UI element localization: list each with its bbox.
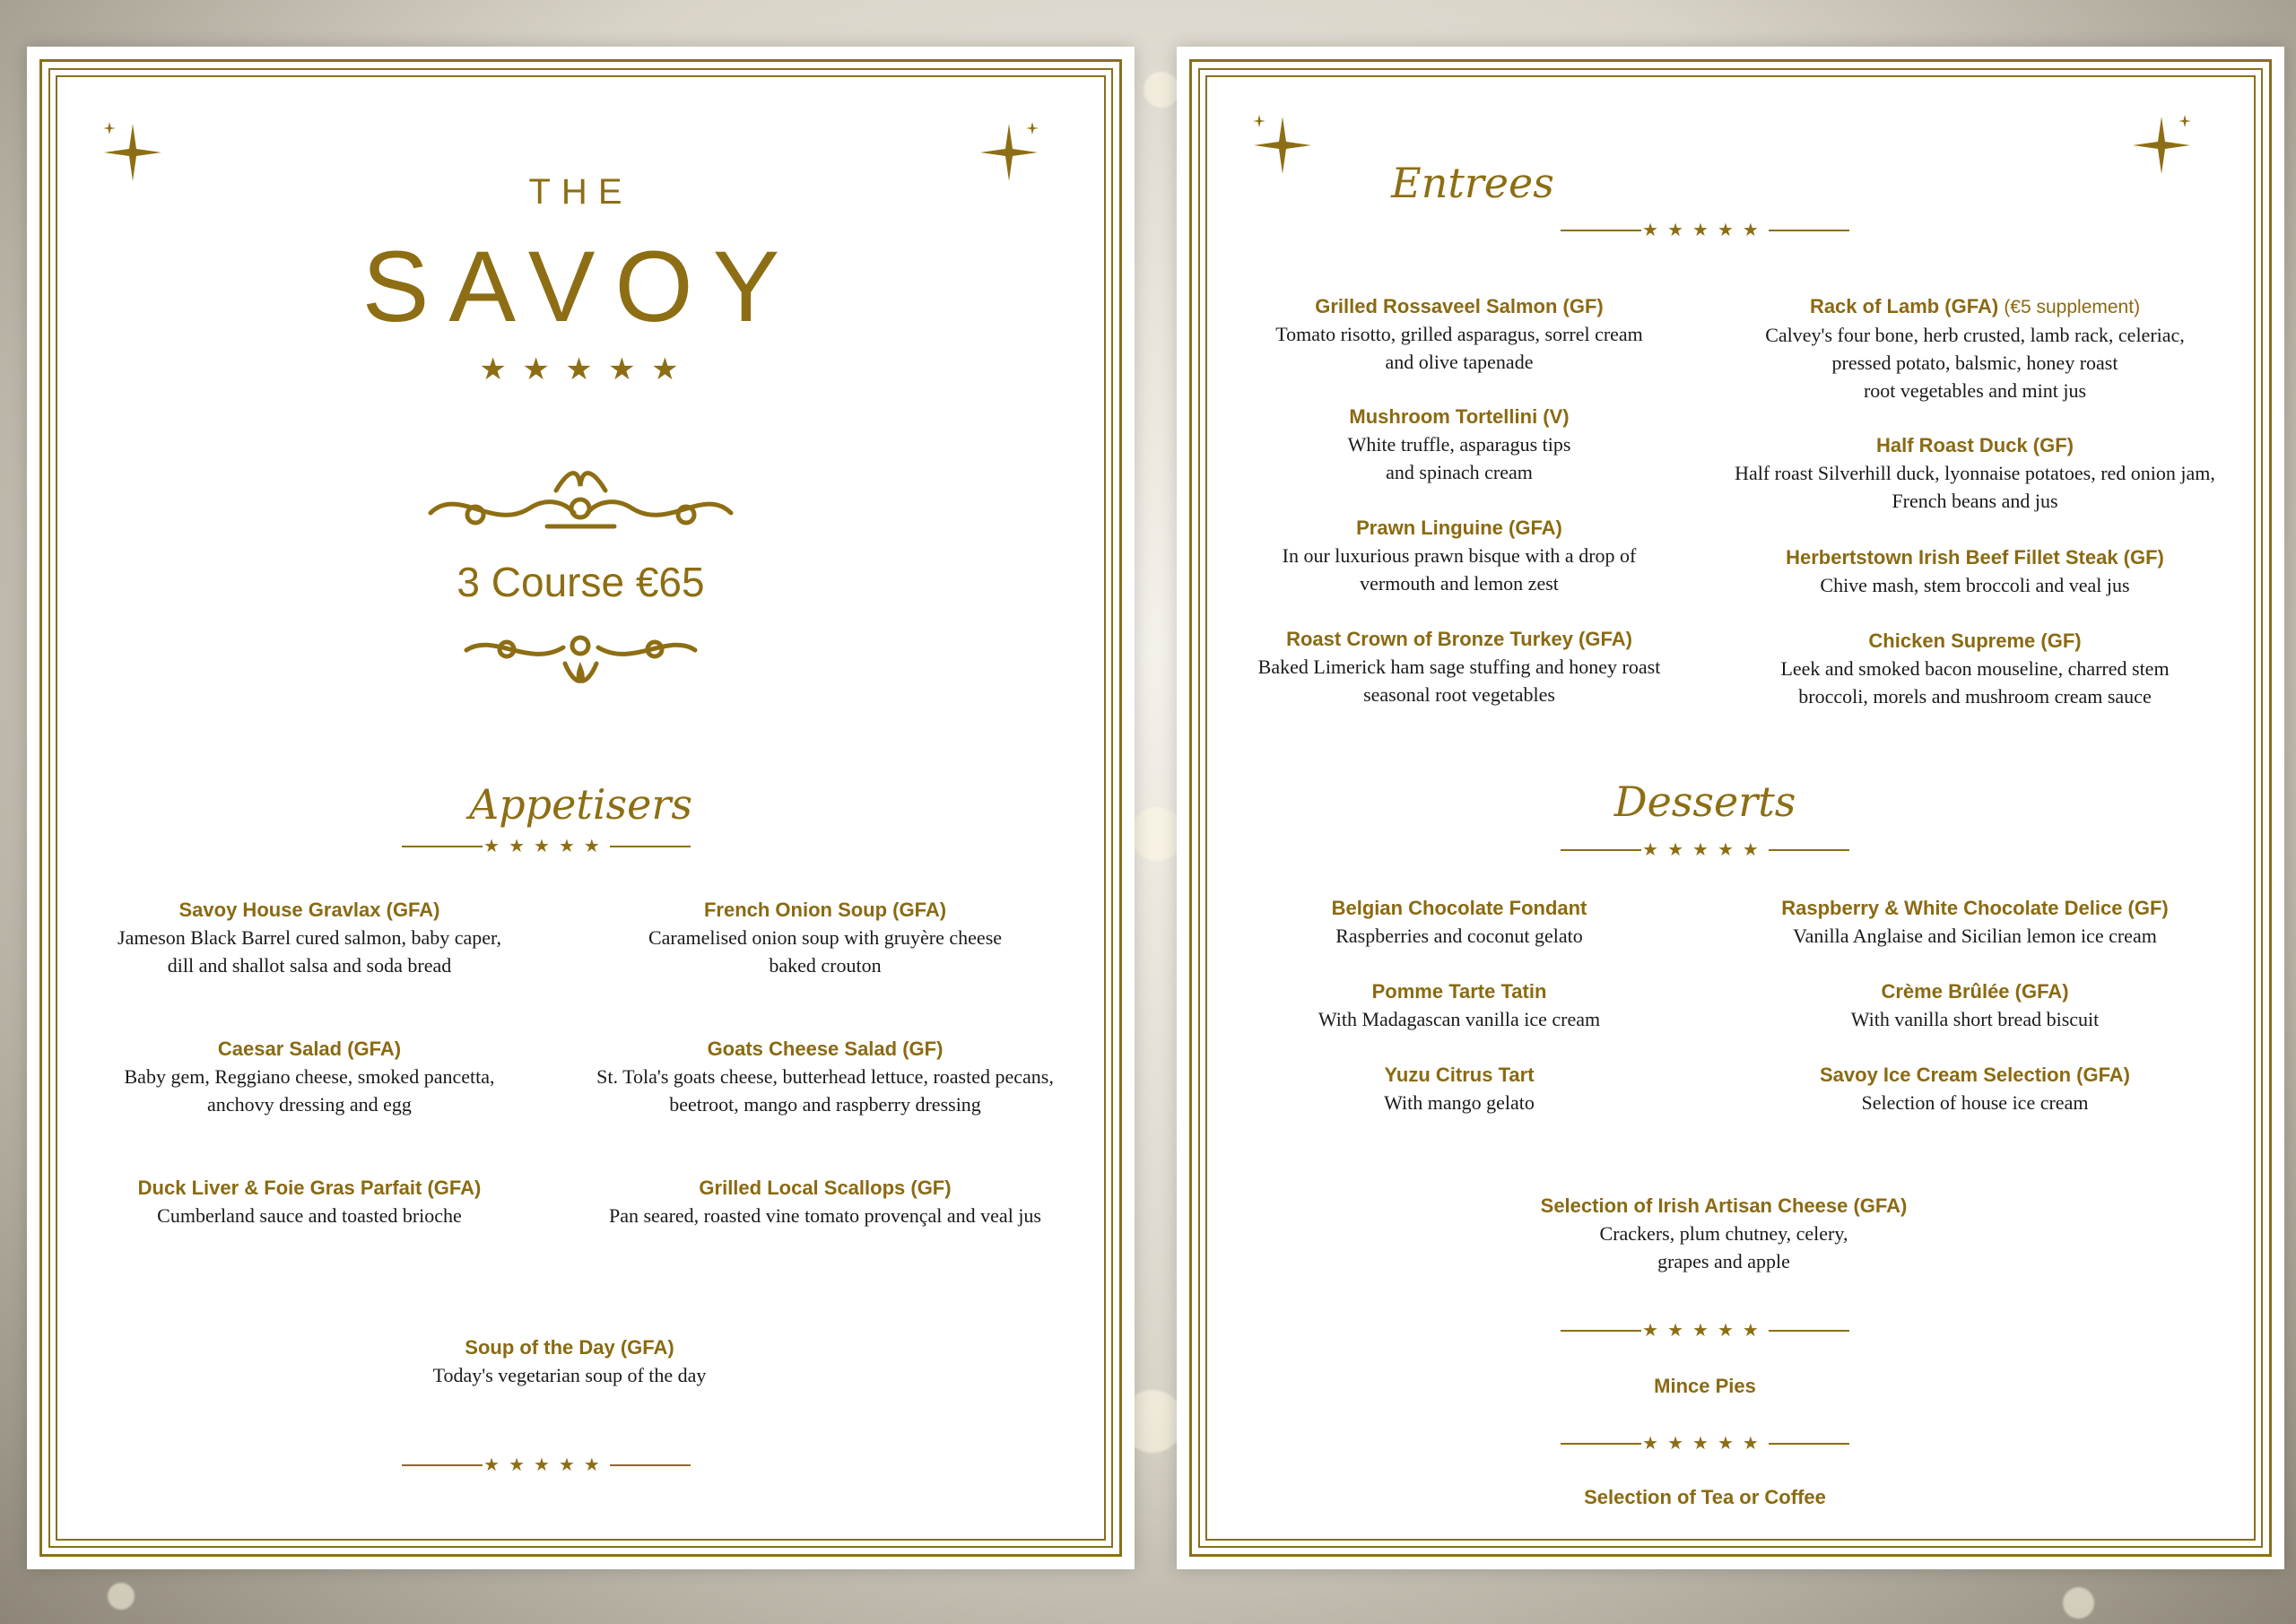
menu-item [1715, 895, 2235, 950]
menu-item [1213, 895, 1706, 950]
menu-item-name: Raspberry & White Chocolate Delice (GF) [1781, 897, 2169, 919]
menu-item-description: Baked Limerick ham sage stuffing and honey roast [1257, 656, 1661, 678]
star-divider [1561, 1433, 1849, 1455]
menu-item-name: Selection of Irish Artisan Cheese (GFA) [1540, 1194, 1908, 1217]
menu-item [1715, 293, 2235, 404]
menu-item-description: With vanilla short bread biscuit [1850, 1008, 2100, 1030]
section-heading-desserts: Desserts [1613, 777, 1796, 826]
menu-item-description: dill and shallot salsa and soda bread [167, 954, 452, 977]
menu-item-description: anchovy dressing and egg [207, 1093, 412, 1116]
menu-item-description: pressed potato, balsmic, honey roast [1831, 352, 2118, 374]
menu-item-name: Selection of Tea or Coffee [1584, 1486, 1826, 1508]
menu-item [565, 1036, 1085, 1118]
menu-item-description: root vegetables and mint jus [1863, 379, 2087, 402]
flourish-ornament-bottom [457, 628, 704, 690]
menu-item-description: Calvey's four bone, herb crusted, lamb rack, celeriac, [1765, 324, 2185, 346]
menu-item-description: With mango gelato [1384, 1091, 1535, 1114]
menu-item-description: With Madagascan vanilla ice cream [1318, 1008, 1601, 1030]
menu-item [1446, 1484, 1964, 1511]
menu-item [81, 1175, 538, 1229]
menu-item-name: Savoy Ice Cream Selection (GFA) [1819, 1064, 2131, 1086]
menu-item-description: St. Tola's goats cheese, butterhead lettuce, roasted pecans, [596, 1065, 1054, 1088]
menu-item-description: vermouth and lemon zest [1360, 572, 1559, 595]
star-divider [402, 836, 691, 857]
star-divider [402, 1455, 691, 1476]
menu-item-description: Raspberries and coconut gelato [1335, 925, 1583, 947]
menu-item-description: Baby gem, Reggiano cheese, smoked pancetta, [124, 1065, 495, 1088]
menu-item [1213, 978, 1706, 1033]
menu-item-name: Caesar Salad (GFA) [217, 1038, 402, 1060]
menu-item-description: Selection of house ice cream [1861, 1091, 2089, 1114]
menu-item [565, 1175, 1085, 1229]
divider-stars: ★★★★★ [483, 1455, 609, 1475]
menu-item [1213, 293, 1706, 376]
bokeh-light [108, 1583, 135, 1610]
menu-item [1213, 404, 1706, 486]
menu-item-name: Belgian Chocolate Fondant [1331, 897, 1587, 919]
bokeh-light [1144, 72, 1179, 108]
menu-item [1213, 515, 1706, 597]
menu-item-name: Crème Brûlée (GFA) [1881, 980, 2069, 1003]
divider-stars: ★★★★★ [483, 837, 609, 856]
menu-item-description: and spinach cream [1386, 461, 1533, 483]
menu-item-description: White truffle, asparagus tips [1347, 433, 1571, 456]
menu-item-description: beetroot, mango and raspberry dressing [669, 1093, 981, 1116]
menu-item-description: Cumberland sauce and toasted brioche [157, 1204, 462, 1227]
menu-item [1715, 432, 2235, 515]
menu-item-name: Half Roast Duck (GF) [1875, 434, 2074, 456]
menu-item [1715, 544, 2235, 599]
divider-stars: ★★★★★ [1642, 840, 1768, 860]
divider-stars: ★★★★★ [1642, 1434, 1768, 1454]
flourish-ornament-top [422, 459, 740, 540]
star-divider [1561, 839, 1849, 861]
section-heading-entrees: Entrees [1391, 159, 1554, 207]
bokeh-light [1130, 807, 1184, 861]
menu-item [1195, 626, 1724, 708]
menu-item-name: Prawn Linguine (GFA) [1356, 517, 1562, 539]
menu-item [323, 1334, 816, 1389]
menu-item-description: Vanilla Anglaise and Sicilian lemon ice cream [1793, 925, 2157, 947]
menu-item [1446, 1193, 2002, 1275]
menu-item [1715, 978, 2235, 1033]
menu-item [565, 897, 1085, 979]
menu-item-description: Jameson Black Barrel cured salmon, baby caper, [117, 926, 501, 949]
menu-item-description: Crackers, plum chutney, celery, [1599, 1222, 1848, 1245]
bokeh-light [2063, 1587, 2094, 1619]
menu-item-name: Roast Crown of Bronze Turkey (GFA) [1286, 628, 1632, 650]
star-divider [1561, 220, 1849, 241]
supplement-note: (€5 supplement) [2004, 297, 2141, 317]
menu-item-name: Herbertstown Irish Beef Fillet Steak (GF) [1786, 546, 2164, 569]
brand-star-rating: ★ ★ ★ ★ ★ [479, 352, 683, 386]
menu-item [1715, 1062, 2235, 1116]
menu-item [1715, 628, 2235, 710]
menu-item-name-text: Rack of Lamb (GFA) [1809, 295, 1999, 317]
menu-item-description: Half roast Silverhill duck, lyonnaise potatoes, red onion jam, [1735, 462, 2215, 484]
menu-item [1213, 1062, 1706, 1116]
brand-logo-savoy: SAVOY [361, 230, 800, 343]
menu-item-description: seasonal root vegetables [1363, 683, 1555, 706]
divider-stars: ★★★★★ [1642, 221, 1768, 240]
menu-item [81, 897, 538, 979]
sparkle-star-icon [2126, 109, 2197, 181]
section-heading-appetisers: Appetisers [469, 780, 692, 829]
menu-item-description: broccoli, morels and mushroom cream sauce [1798, 685, 2152, 708]
menu-item-name: French Onion Soup (GFA) [703, 899, 947, 921]
menu-item-description: Caramelised onion soup with gruyère cheese [648, 926, 1003, 949]
menu-item-description: baked crouton [769, 954, 882, 977]
menu-item-description: Pan seared, roasted vine tomato provençal and veal jus [608, 1204, 1041, 1227]
menu-page-right [1177, 47, 2284, 1569]
menu-item [1491, 1373, 1919, 1400]
menu-item-description: grapes and apple [1657, 1250, 1790, 1272]
menu-item-name: Yuzu Citrus Tart [1384, 1064, 1535, 1086]
menu-item-description: In our luxurious prawn bisque with a drop of [1282, 544, 1637, 567]
menu-item-description: and olive tapenade [1385, 351, 1534, 373]
menu-item-name: Savoy House Gravlax (GFA) [178, 899, 440, 921]
menu-item-name: Soup of the Day (GFA) [465, 1336, 674, 1359]
divider-stars: ★★★★★ [1642, 1321, 1768, 1341]
menu-item-description: Tomato risotto, grilled asparagus, sorrel cream [1275, 323, 1643, 345]
price-headline: 3 Course €65 [457, 559, 705, 605]
menu-item-name [1715, 293, 2235, 321]
menu-item [81, 1036, 538, 1118]
menu-item-name: Grilled Local Scallops (GF) [699, 1177, 952, 1199]
menu-item-name: Chicken Supreme (GF) [1868, 630, 2082, 652]
menu-item-name: Pomme Tarte Tatin [1371, 980, 1547, 1003]
star-divider [1561, 1320, 1849, 1342]
brand-the: THE [528, 172, 633, 212]
menu-item-description: French beans and jus [1892, 490, 2058, 512]
menu-item-name: Mushroom Tortellini (V) [1349, 405, 1570, 428]
menu-item-name: Duck Liver & Foie Gras Parfait (GFA) [137, 1177, 482, 1199]
menu-item-description: Leek and smoked bacon mouseline, charred stem [1780, 657, 2170, 680]
menu-item-name: Mince Pies [1654, 1375, 1756, 1397]
menu-item-description: Chive mash, stem broccoli and veal jus [1820, 574, 2130, 596]
menu-item-name: Grilled Rossaveel Salmon (GF) [1315, 295, 1604, 317]
menu-page-left [27, 47, 1135, 1569]
menu-item-description: Today's vegetarian soup of the day [432, 1364, 707, 1386]
menu-item-name: Goats Cheese Salad (GF) [707, 1038, 944, 1060]
